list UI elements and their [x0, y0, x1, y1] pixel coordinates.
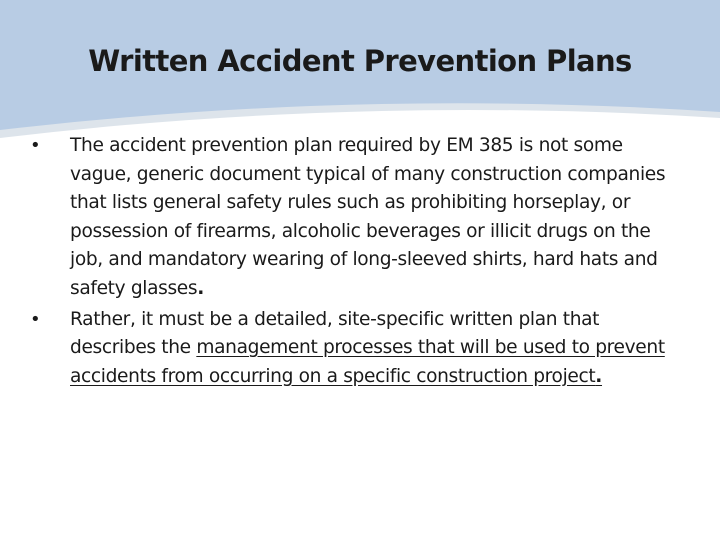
bullet-dot-icon: •: [30, 135, 41, 156]
bullet-dot-icon: •: [30, 308, 41, 330]
bullet-end: .: [197, 277, 204, 299]
bullet-item: [28, 132, 688, 304]
bullet-underlined-text: management processes that will be used to prevent accidents from occurring on a specific construction project: [70, 337, 665, 387]
bullet-text: Rather, it must be a detailed, site-specific written plan that describes the: [70, 308, 600, 359]
bullet-item: [28, 306, 688, 392]
bullet-list: [28, 132, 688, 393]
bullet-text: The accident prevention plan required by EM 385 is not some vague, generic document typical of many construction companies that lists general safety rules such as prohibiting horseplay, or possession of firearms, alcoholic beverages or illicit drugs on the job, and mandatory wearing of long-sleeved shirts, hard hats and safety glasses: [70, 135, 666, 299]
slide-title: Written Accident Prevention Plans: [88, 44, 632, 78]
bullet-end: .: [595, 365, 603, 387]
